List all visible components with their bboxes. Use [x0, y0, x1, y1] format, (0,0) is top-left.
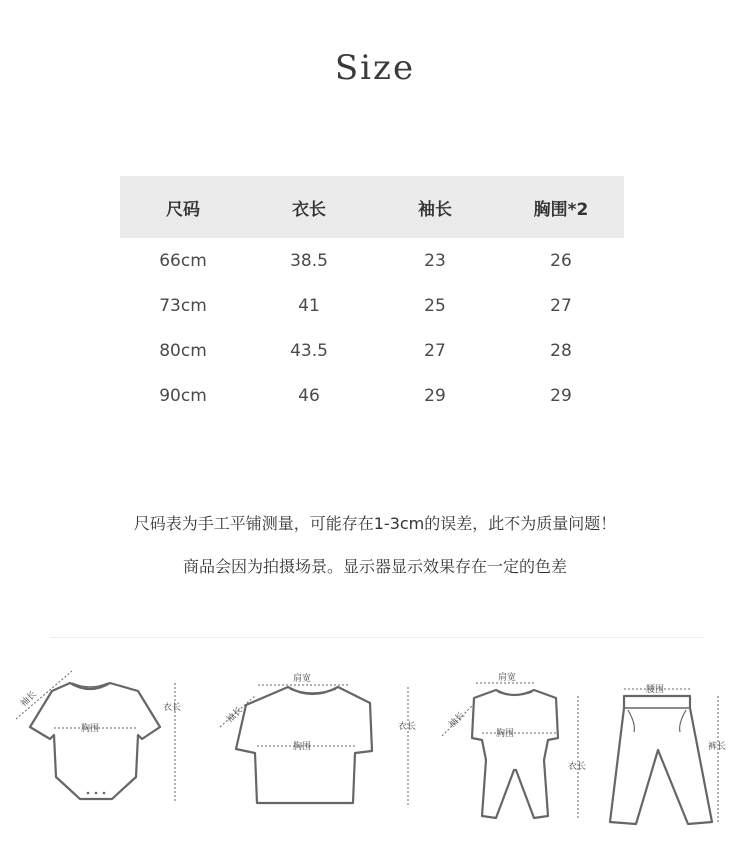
tshirt-chest-label: 胸围: [293, 742, 312, 752]
cell-sleeve: 23: [424, 250, 446, 271]
size-table: [120, 176, 624, 418]
header-sleeve: 袖长: [418, 199, 452, 220]
cell-chest: 29: [550, 385, 572, 406]
divider: [50, 637, 704, 638]
page-title: Size: [334, 48, 416, 88]
jumpsuit-diagram: [440, 668, 595, 828]
cell-sleeve: 25: [424, 295, 446, 316]
header-size: 尺码: [166, 199, 200, 220]
tshirt-diagram: [210, 665, 430, 815]
pants-length-label: 裤长: [708, 742, 727, 752]
measurement-note: 尺码表为手工平铺测量，可能存在1-3cm的误差，此不为质量问题！: [133, 514, 617, 533]
romper-outline: [30, 683, 160, 799]
romper-chest-label: 胸围: [81, 724, 100, 734]
jumpsuit-outline: [472, 690, 558, 818]
color-note: 商品会因为拍摄场景。显示器显示效果存在一定的色差: [182, 557, 567, 576]
jumpsuit-length-label: 衣长: [568, 762, 587, 772]
cell-size: 90cm: [159, 385, 207, 406]
cell-sleeve: 27: [424, 340, 446, 361]
jumpsuit-shoulder-label: 肩宽: [498, 673, 517, 683]
table-row: [120, 283, 624, 328]
tshirt-length-label: 衣长: [398, 722, 417, 732]
tshirt-sleeve-label: 袖长: [225, 705, 245, 726]
jumpsuit-chest-label: 胸围: [496, 729, 515, 739]
header-chest: 胸围*2: [533, 199, 589, 220]
romper-length-label: 衣长: [163, 703, 182, 713]
tshirt-shoulder-label: 肩宽: [293, 674, 312, 684]
table-row: [120, 238, 624, 283]
cell-length: 38.5: [290, 250, 328, 271]
cell-chest: 26: [550, 250, 572, 271]
header-length: 衣长: [292, 199, 326, 220]
pants-diagram: [600, 670, 745, 830]
romper-sleeve-label: 袖长: [19, 689, 39, 710]
table-row: [120, 373, 624, 418]
jumpsuit-sleeve-label: 袖长: [447, 710, 467, 731]
romper-diagram: [10, 655, 195, 805]
pants-outline: [610, 696, 712, 824]
cell-size: 73cm: [159, 295, 207, 316]
cell-chest: 27: [550, 295, 572, 316]
table-header: [120, 176, 624, 238]
cell-size: 66cm: [159, 250, 207, 271]
cell-length: 41: [298, 295, 320, 316]
pants-waist-label: 腰围: [646, 685, 665, 695]
table-row: [120, 328, 624, 373]
cell-length: 46: [298, 385, 320, 406]
cell-length: 43.5: [290, 340, 328, 361]
cell-sleeve: 29: [424, 385, 446, 406]
cell-chest: 28: [550, 340, 572, 361]
cell-size: 80cm: [159, 340, 207, 361]
